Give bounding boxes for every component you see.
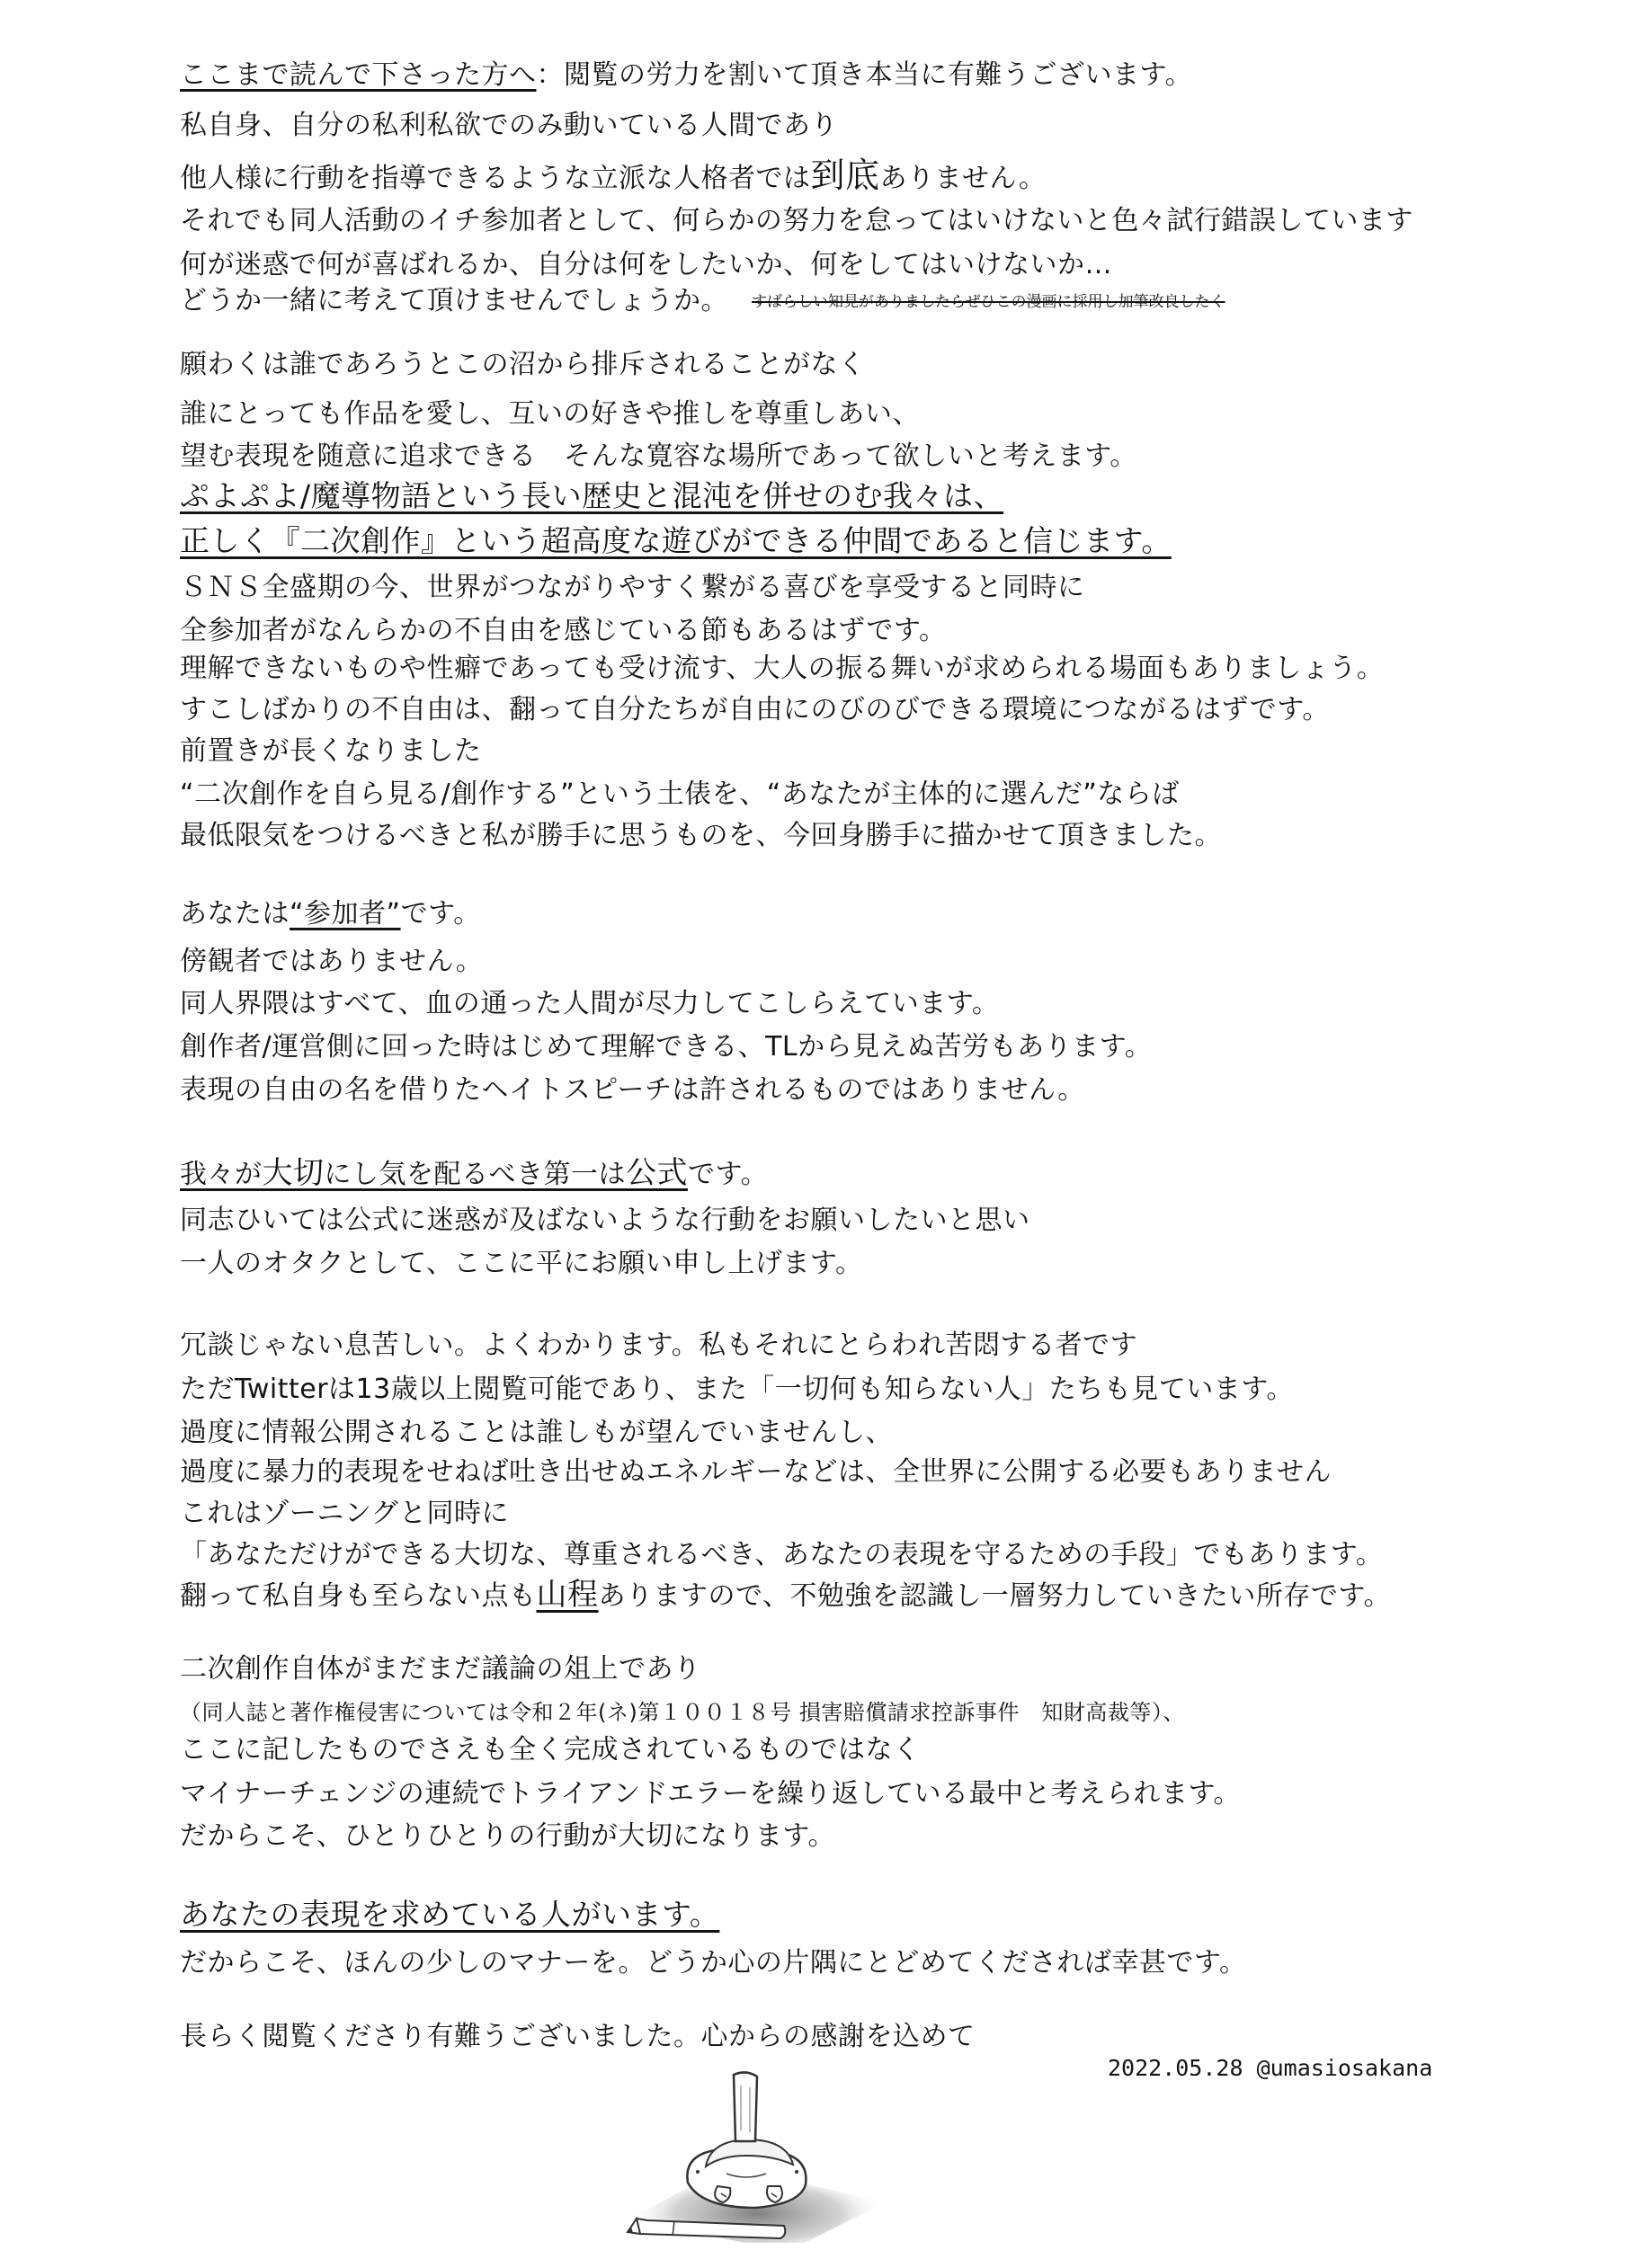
debate-line-4: マイナーチェンジの連続でトライアンドエラーを繰り返している最中と考えられます。 xyxy=(180,1778,1242,1810)
zoning-emphasis-yamahodo: 山程 xyxy=(536,1577,599,1613)
participant-line-4: 創作者/運営側に回った時はじめて理解できる、TLから見えぬ苦労もあります。 xyxy=(180,1031,1153,1063)
closing-line-2: だからこそ、ほんの少しのマナーを。どうか心の片隅にとどめてくだされば幸甚です。 xyxy=(180,1947,1247,1979)
zoning-line-1: 冗談じゃない息苦しい。よくわかります。私もそれにとらわれ苦悶する者です xyxy=(180,1330,1138,1361)
official-line-3: 一人のオタクとして、ここに平にお願い申し上げます。 xyxy=(180,1248,863,1279)
official-line-1 xyxy=(180,1155,768,1193)
wish-line-2: 誰にとっても作品を愛し、互いの好きや推しを尊重しあい、 xyxy=(180,398,920,430)
zoning-line-5: これはゾーニングと同時に xyxy=(180,1498,509,1529)
participant-line-3: 同人界隈はすべて、血の通った人間が尽力してこしらえています。 xyxy=(180,988,1000,1019)
signature xyxy=(1108,2053,1432,2084)
thanks-line: 長らく閲覧くださり有難うございました。心からの感謝を込めて xyxy=(180,2021,976,2052)
wish-line-5 xyxy=(180,521,1172,561)
signature-handle: @umasiosakana xyxy=(1256,2055,1433,2081)
intro-line-2: 私自身、自分の私利私欲でのみ動いている人間であり xyxy=(180,110,838,141)
intro-line-6-text: どうか一緒に考えて頂けませんでしょうか。 xyxy=(180,285,728,316)
intro-line-1-text: ：閲覧の労力を割いて頂き本当に有難うございます。 xyxy=(536,59,1193,91)
zoning-line-3: 過度に情報公開されることは誰しもが望んでいませんし、 xyxy=(180,1417,893,1448)
official-line-1-e: です。 xyxy=(688,1159,769,1190)
intro-line-3-a: 他人様に行動を指導できるような立派な人格者では xyxy=(180,163,811,194)
official-line-1-a: 我々が xyxy=(180,1159,263,1190)
intro-heading: ここまで読んで下さった方へ xyxy=(180,59,537,91)
participant-line-1-a: あなたは xyxy=(180,898,290,929)
official-emphasis-koushiki: 公式 xyxy=(626,1155,688,1191)
zoning-line-6: 「あなただけができる大切な、尊重されるべき、あなたの表現を守るための手段」でもあります。 xyxy=(180,1539,1384,1570)
zoning-line-4: 過度に暴力的表現をせねば吐き出せぬエネルギーなどは、全世界に公開する必要もありません xyxy=(180,1456,1332,1488)
participant-line-1 xyxy=(180,896,481,932)
intro-line-3-c: ありません。 xyxy=(879,163,1047,194)
debate-line-1: 二次創作自体がまだまだ議論の俎上であり xyxy=(180,1653,701,1685)
wish-line-9: すこしばかりの不自由は、翻って自分たちが自由にのびのびできる環境につながるはずです。 xyxy=(180,694,1330,725)
wish-line-11: “二次創作を自ら見る/創作する”という土俵を、“あなたが主体的に選んだ”ならば xyxy=(180,778,1180,810)
wish-line-3: 望む表現を随意に追求できる そんな寛容な場所であって欲しいと考えます。 xyxy=(180,440,1137,472)
zoning-line-2: ただTwitterは13歳以上閲覧可能であり、また「一切何も知らない人」たちも見ています。 xyxy=(180,1374,1294,1405)
struck-through-note: すばらしい知見がありましたらぜひこの漫画に採用し加筆改良したく xyxy=(752,292,1225,311)
wish-line-10: 前置きが長くなりました xyxy=(180,735,482,767)
wish-line-4-text: ぷよぷよ/魔導物語という長い歴史と混沌を併せのむ我々は、 xyxy=(180,478,1004,513)
zoning-line-7-c: ありますので、不勉強を認識し一層努力していきたい所存です。 xyxy=(598,1580,1391,1612)
closing-line-1-text: あなたの表現を求めている人がいます。 xyxy=(180,1897,720,1932)
participant-emphasis: “参加者” xyxy=(290,898,401,929)
participant-line-2: 傍観者ではありません。 xyxy=(180,946,484,977)
official-line-1-c: にし気を配るべき第一は xyxy=(324,1159,626,1190)
intro-line-5: 何が迷惑で何が喜ばれるか、自分は何をしたいか、何をしてはいけないか… xyxy=(180,249,1112,280)
participant-line-1-c: です。 xyxy=(400,898,481,929)
debate-line-3: ここに記したものでさえも全く完成されているものではなく xyxy=(180,1734,921,1765)
participant-line-5: 表現の自由の名を借りたヘイトスピーチは許されるものではありません。 xyxy=(180,1074,1085,1106)
signature-date: 2022.05.28 xyxy=(1108,2055,1243,2081)
zoning-line-7 xyxy=(180,1577,1391,1614)
intro-line-1 xyxy=(180,58,1192,93)
wish-line-12: 最低限気をつけるべきと私が勝手に思うものを、今回身勝手に描かせて頂きました。 xyxy=(180,820,1222,851)
intro-emphasis-totei: 到底 xyxy=(810,156,880,195)
zoning-line-7-a: 翻って私自身も至らない点も xyxy=(180,1580,537,1612)
intro-line-6 xyxy=(180,283,1225,320)
debate-line-5: だからこそ、ひとりひとりの行動が大切になります。 xyxy=(180,1820,835,1852)
wish-line-4 xyxy=(180,476,1003,516)
bowing-character-illustration xyxy=(620,2068,890,2243)
official-emphasis-taisetsu: 大切 xyxy=(262,1155,325,1191)
wish-line-8: 理解できないものや性癖であっても受け流す、大人の振る舞いが求められる場面もありましょう。 xyxy=(180,653,1385,684)
official-line-2: 同志ひいては公式に迷惑が及ばないような行動をお願いしたいと思い xyxy=(180,1205,1030,1236)
wish-line-6: ＳＮＳ全盛期の今、世界がつながりやすく繋がる喜びを享受すると同時に xyxy=(180,572,1085,603)
closing-line-1 xyxy=(180,1895,719,1934)
intro-line-3 xyxy=(180,157,1046,197)
wish-line-7: 全参加者がなんらかの不自由を感じている節もあるはずです。 xyxy=(180,615,947,646)
wish-line-1: 願わくは誰であろうとこの沼から排斥されることがなく xyxy=(180,349,866,380)
debate-line-2: （同人誌と著作権侵害については令和２年(ネ)第１００１８号 損害賠償請求控訴事件 知財高裁等）、 xyxy=(180,1700,1185,1725)
character-body xyxy=(687,2072,806,2208)
wish-line-5-text: 正しく『二次創作』という超高度な遊びができる仲間であると信じます。 xyxy=(180,523,1172,558)
intro-line-4: それでも同人活動のイチ参加者として、何らかの努力を怠ってはいけないと色々試行錯誤しています xyxy=(180,205,1413,236)
